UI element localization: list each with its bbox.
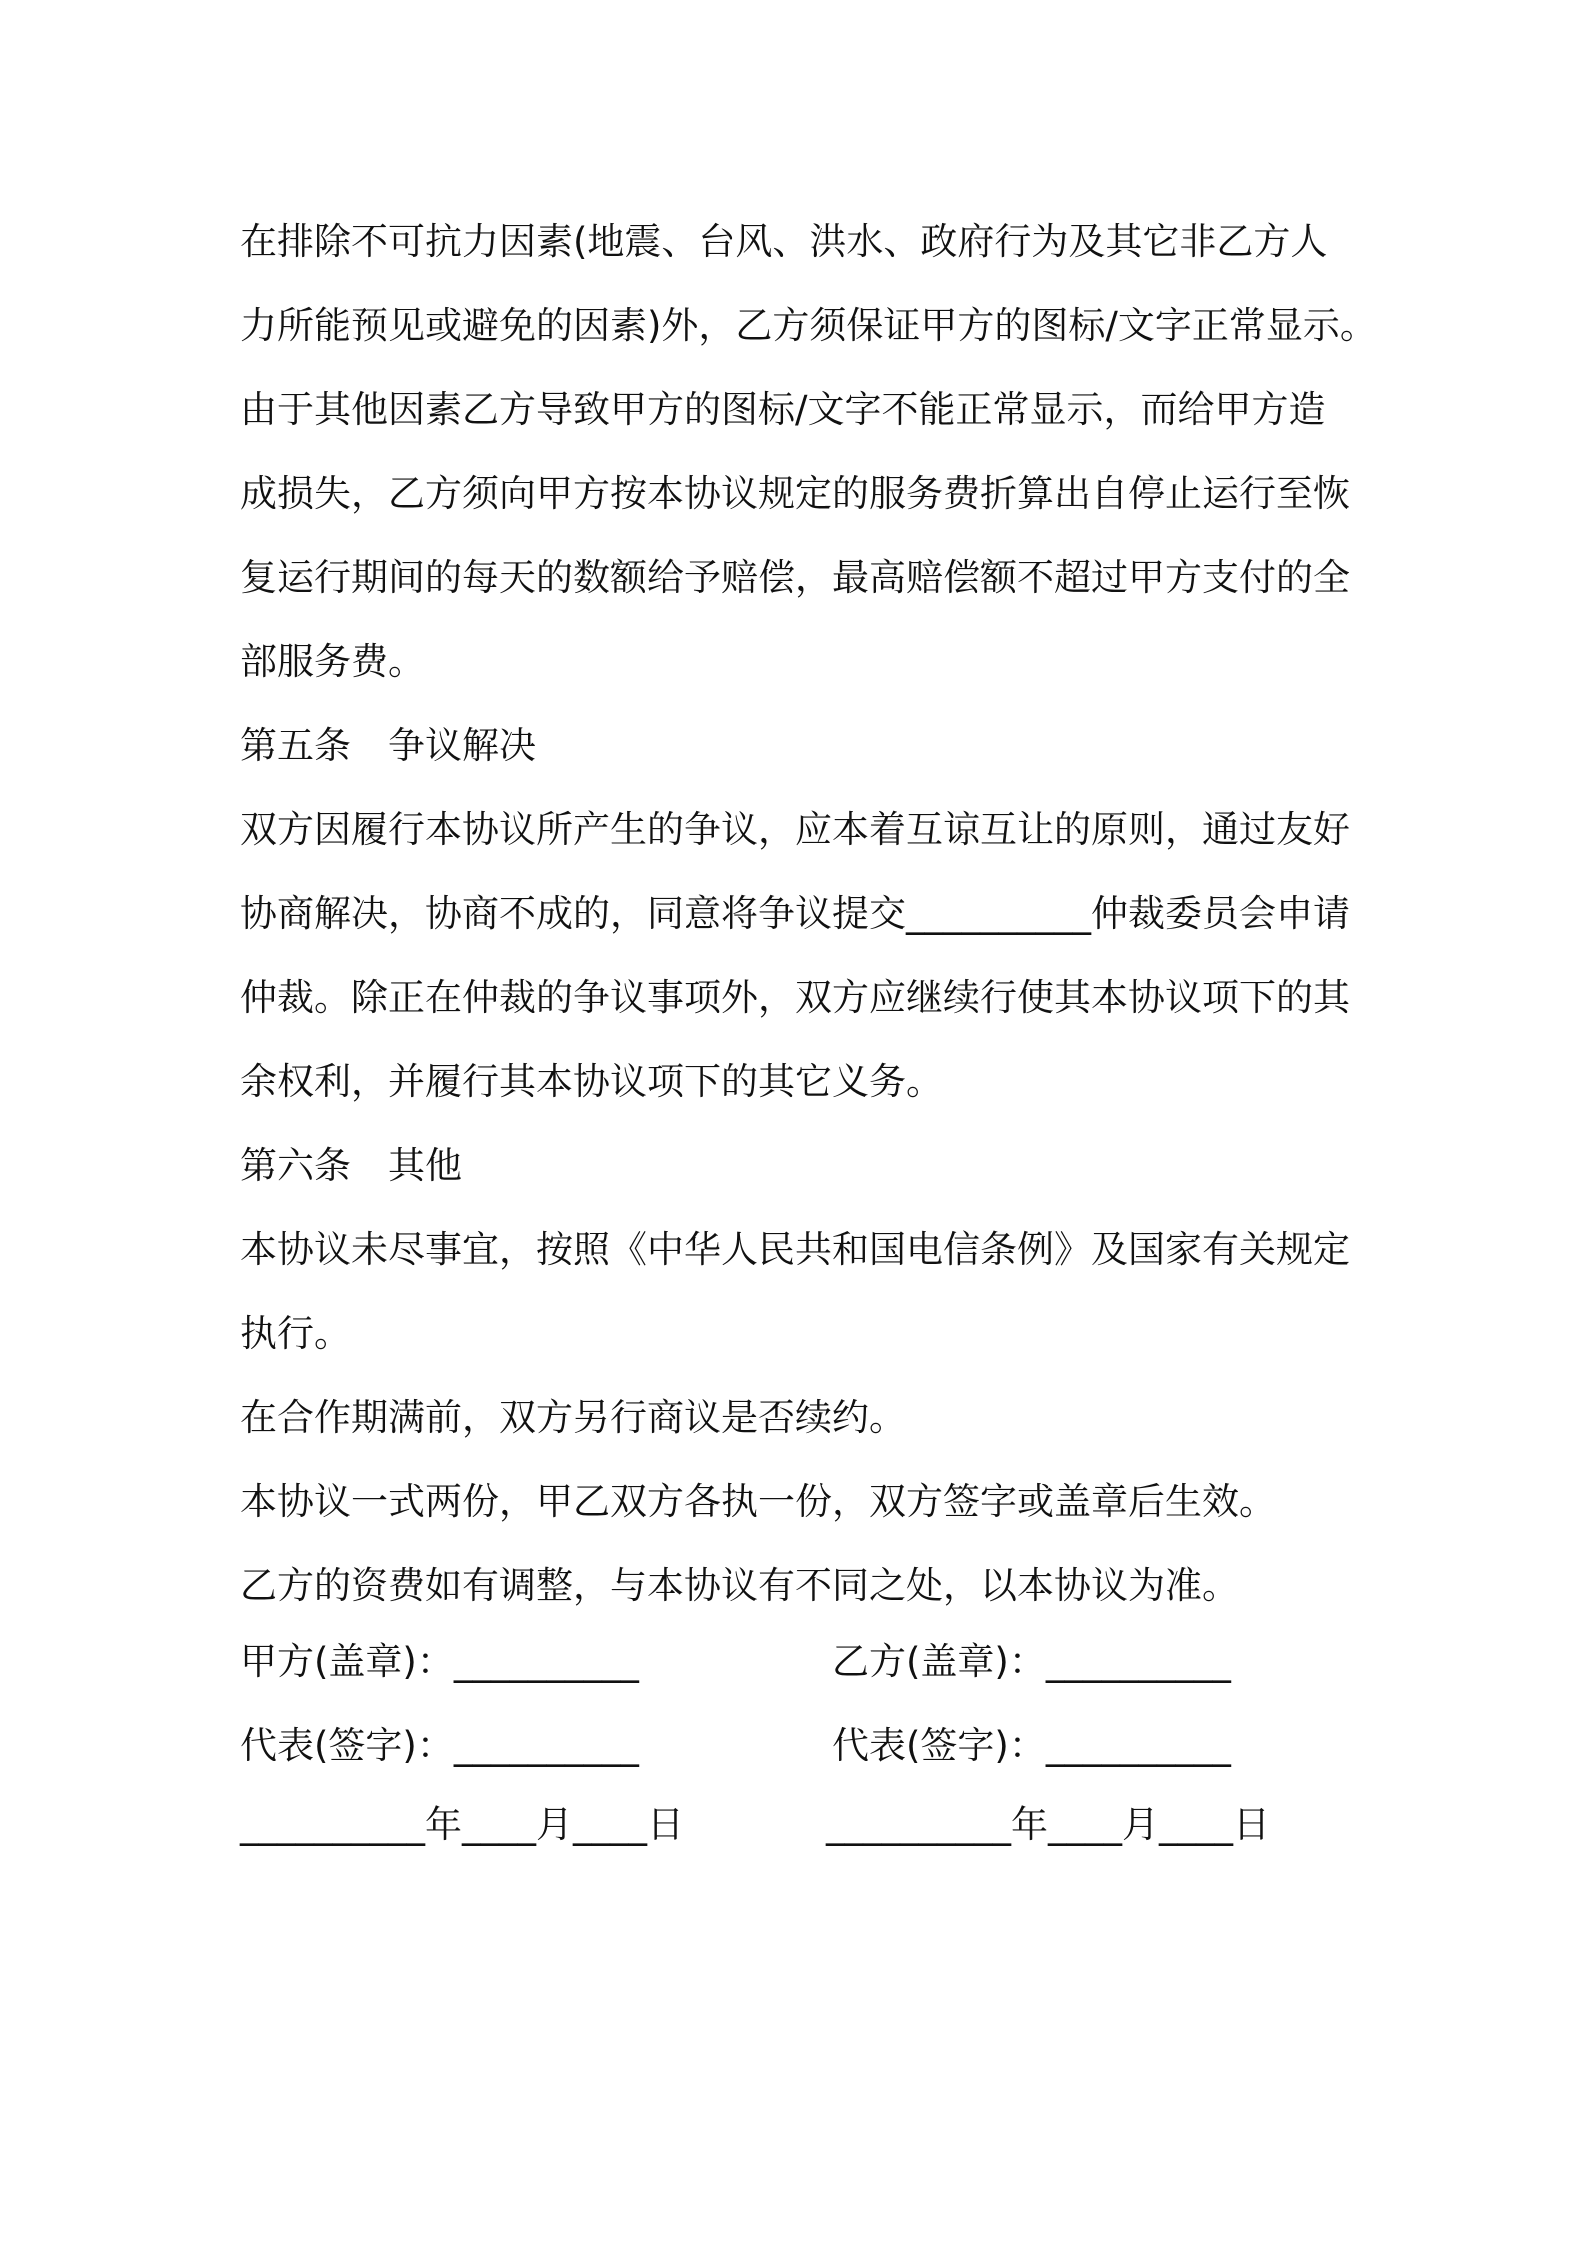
- seal-row: [240, 1634, 1370, 1690]
- paragraph-line: 在合作期满前，双方另行商议是否续约。: [240, 1396, 906, 1439]
- signature-row: [240, 1718, 1370, 1774]
- paragraph-line: 本协议一式两份，甲乙双方各执一份，双方签字或盖章后生效。: [240, 1480, 1276, 1523]
- paragraph-line: 协商解决，协商不成的，同意将争议提交__________仲裁委员会申请: [240, 892, 1350, 935]
- article-5-heading: 第五条 争议解决: [240, 724, 536, 767]
- paragraph-line: 双方因履行本协议所产生的争议，应本着互谅互让的原则，通过友好: [240, 808, 1350, 851]
- rep-b-signature: 代表(签字)：__________: [832, 1724, 1231, 1767]
- paragraph-line: 力所能预见或避免的因素)外，乙方须保证甲方的图标/文字正常显示。: [240, 304, 1377, 347]
- party-b-seal: 乙方(盖章)：__________: [832, 1640, 1231, 1683]
- paragraph-line: 执行。: [240, 1312, 351, 1355]
- party-a-seal: 甲方(盖章)：__________: [240, 1640, 639, 1683]
- document-body: [240, 200, 1377, 1628]
- paragraph-line: 复运行期间的每天的数额给予赔偿，最高赔偿额不超过甲方支付的全: [240, 556, 1350, 599]
- date-a: __________年____月____日: [240, 1803, 684, 1846]
- paragraph-line: 仲裁。除正在仲裁的争议事项外，双方应继续行使其本协议项下的其: [240, 976, 1350, 1019]
- date-row: [240, 1797, 1370, 1853]
- paragraph-line: 部服务费。: [240, 640, 425, 683]
- paragraph-line: 乙方的资费如有调整，与本协议有不同之处，以本协议为准。: [240, 1564, 1239, 1607]
- date-b: __________年____月____日: [826, 1803, 1270, 1846]
- paragraph-line: 成损失，乙方须向甲方按本协议规定的服务费折算出自停止运行至恢: [240, 472, 1350, 515]
- rep-a-signature: 代表(签字)：__________: [240, 1724, 639, 1767]
- article-6-heading: 第六条 其他: [240, 1144, 462, 1187]
- paragraph-line: 本协议未尽事宜，按照《中华人民共和国电信条例》及国家有关规定: [240, 1228, 1350, 1271]
- paragraph-line: 余权利，并履行其本协议项下的其它义务。: [240, 1060, 943, 1103]
- paragraph-line: 在排除不可抗力因素(地震、台风、洪水、政府行为及其它非乙方人: [240, 220, 1328, 263]
- paragraph-line: 由于其他因素乙方导致甲方的图标/文字不能正常显示，而给甲方造: [240, 388, 1326, 431]
